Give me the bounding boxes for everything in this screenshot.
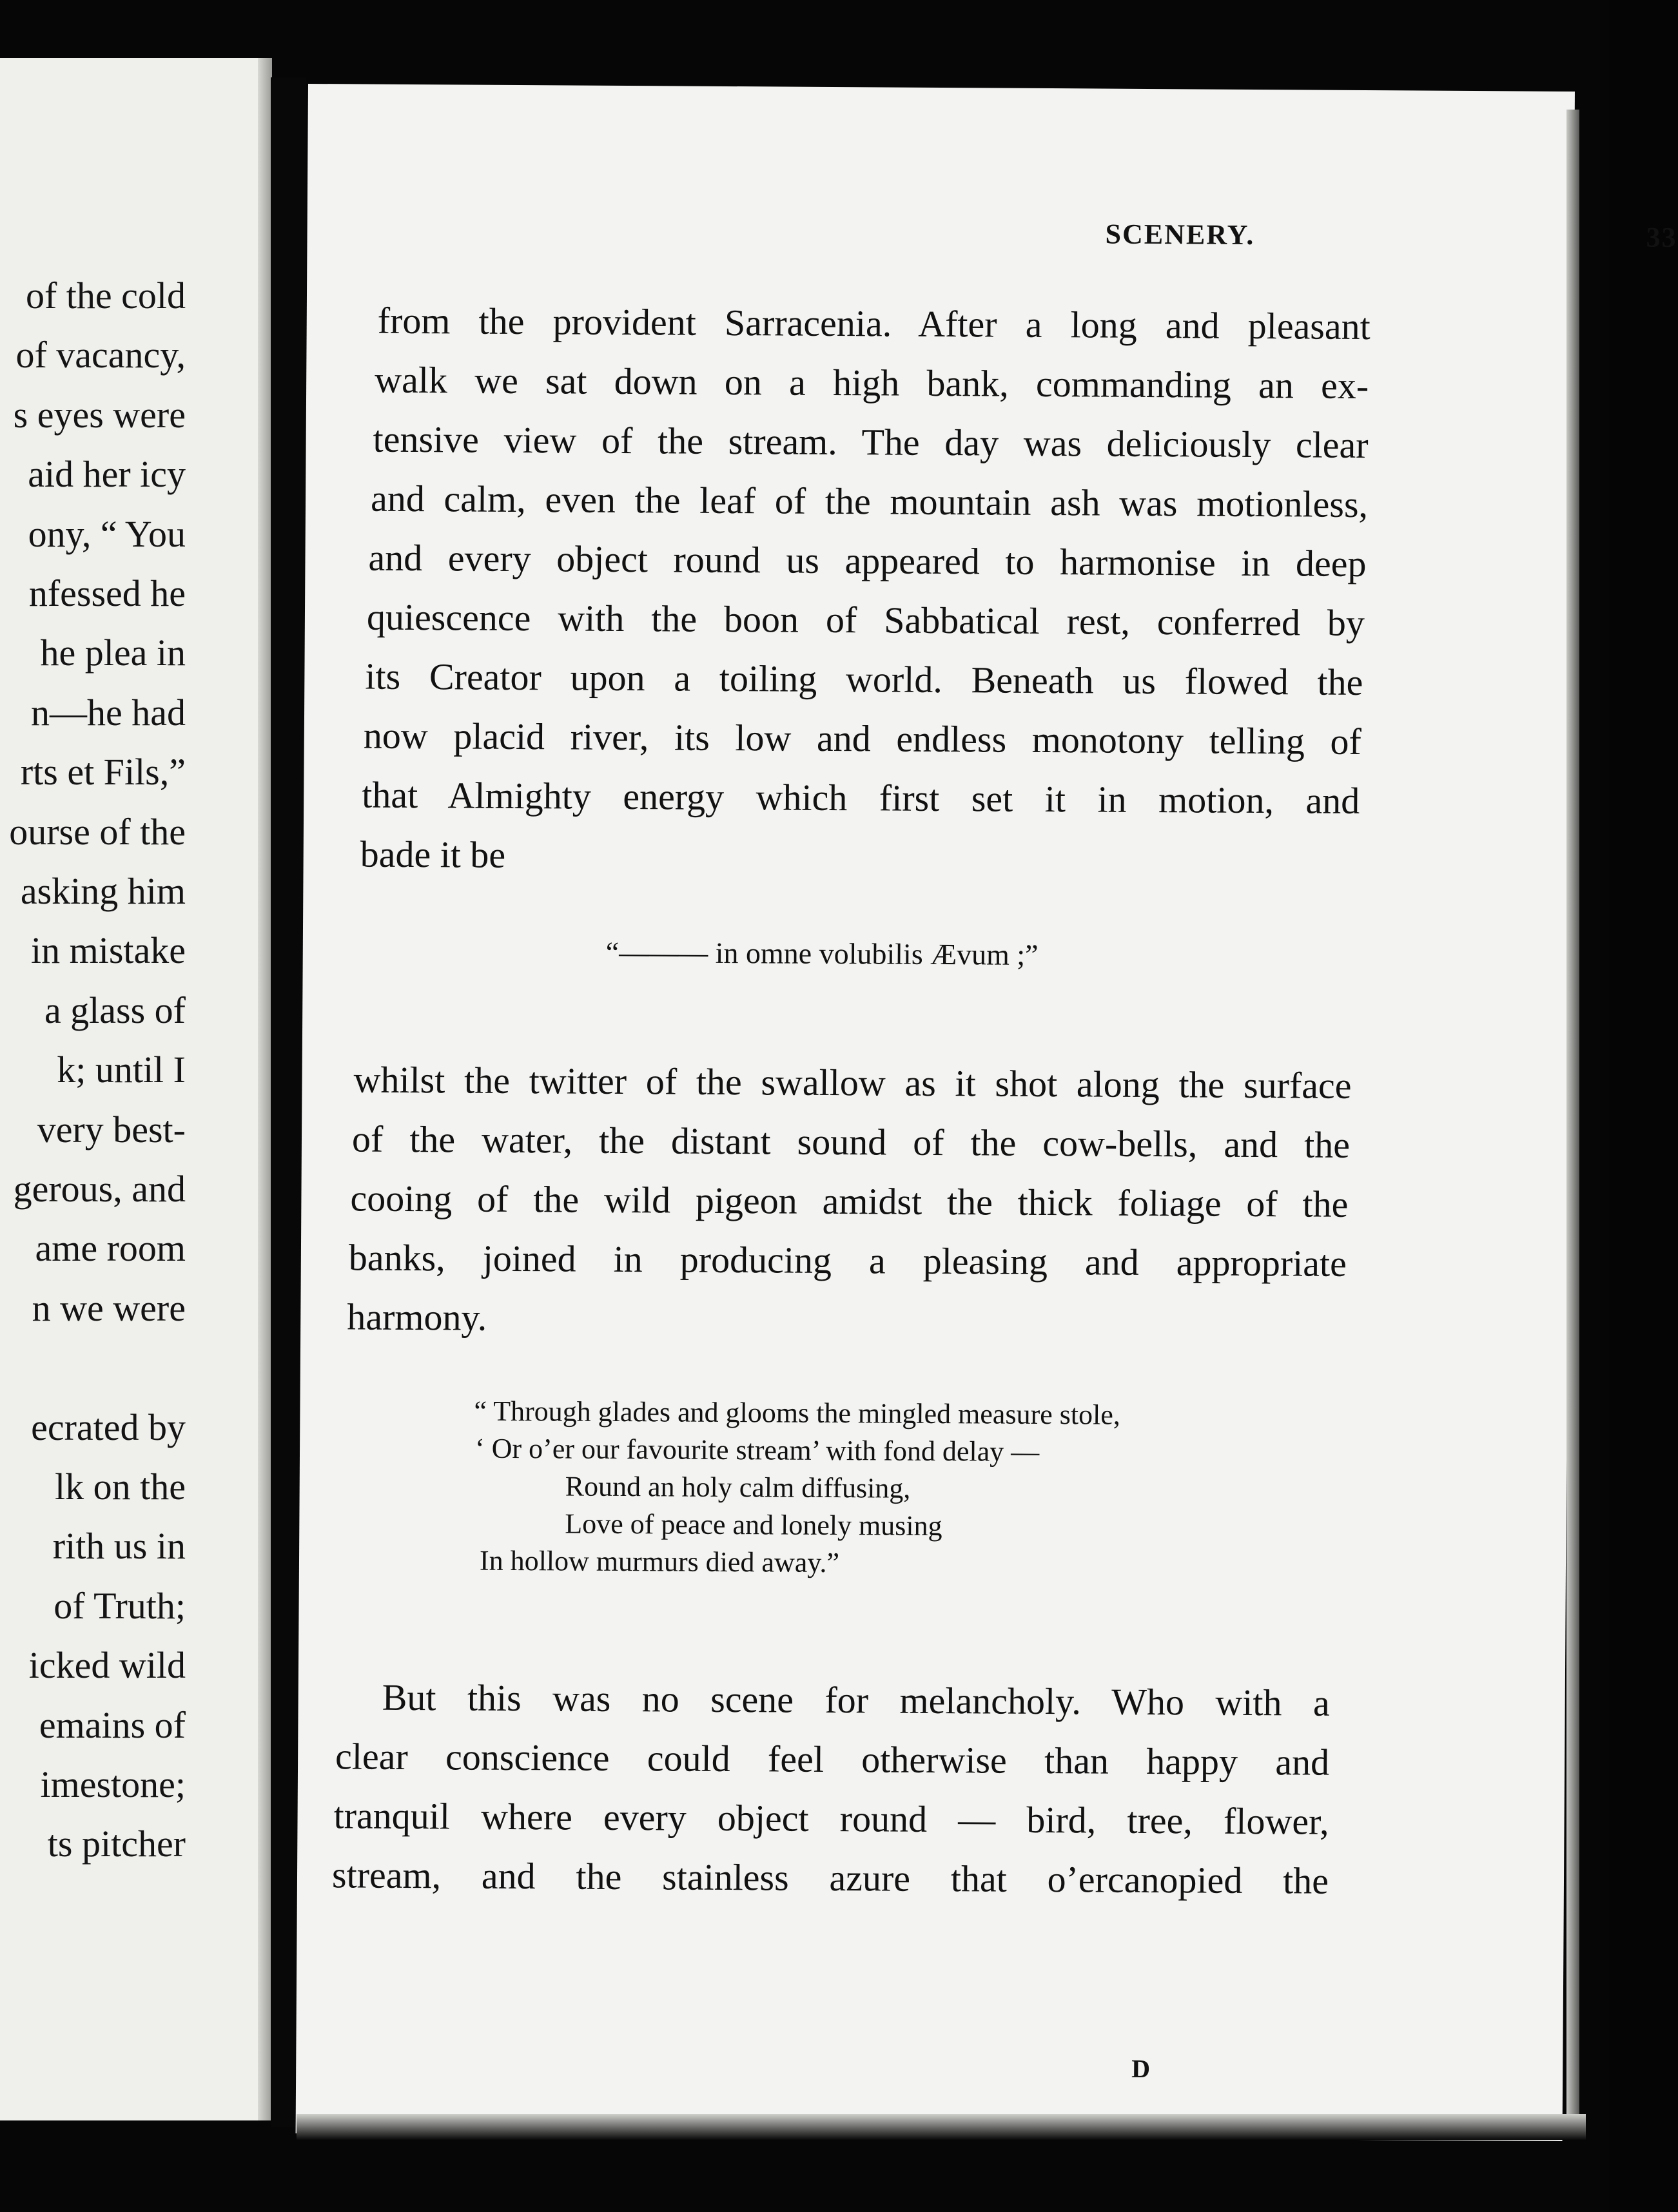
paragraph-line: its Creator upon a toiling world. Beneath us flowed the [365,655,1363,704]
page-edge-shadow [258,58,272,2120]
paragraph-line: cooing of the wild pigeon amidst the thick foliage of the [350,1177,1349,1225]
left-page-line: lk on the [55,1466,186,1508]
paragraph-line: now placid river, its low and endless monotony telling of [363,714,1361,762]
paragraph-line: But this was no scene for melancholy. Who with a [382,1676,1330,1724]
paragraph-line: walk we sat down on a high bank, commanding an ex- [374,358,1369,407]
verse-line: Round an holy calm diffusing, [565,1470,911,1504]
page-edge-shadow [1566,110,1579,2127]
left-page-line: rith us in [52,1525,186,1567]
paragraph-line: whilst the twitter of the swallow as it shot along the surface [353,1058,1352,1107]
paragraph-line: of the water, the distant sound of the cow-bells, and the [351,1118,1351,1166]
paragraph-line: tensive view of the stream. The day was deliciously clear [373,418,1369,467]
paragraph-line: and every object round us appeared to harmonise in deep [368,536,1367,585]
left-page-line: of the cold [25,275,186,316]
left-page-line: ourse of the [9,811,186,853]
left-page-line: gerous, and [13,1168,186,1210]
paragraph-line: that Almighty energy which first set it in motion, and [362,773,1360,822]
left-page-line: he plea in [40,632,186,674]
left-page-line: icked wild [28,1644,186,1686]
latin-quotation: “——— in omne volubilis Ævum ;” [605,935,1039,971]
left-page-line: nfessed he [28,572,186,614]
page-number: 33 [1646,221,1677,253]
left-page-line: ecrated by [31,1406,186,1448]
signature-mark: D [1131,2053,1151,2084]
paragraph-line: and calm, even the leaf of the mountain ash was motionless, [370,477,1369,526]
left-page-line: ony, “ You [28,513,186,555]
left-page-line: of vacancy, [15,334,186,376]
left-page-line: ts pitcher [47,1823,186,1865]
verse-line: In hollow murmurs died away.” [479,1544,840,1579]
paragraph-line: from the provident Sarracenia. After a long and pleasant [377,299,1371,348]
left-page-line: n—he had [31,692,186,733]
verse-line: Love of peace and lonely musing [565,1508,942,1542]
left-page-line: of Truth; [54,1585,186,1627]
verse-line: ‘ Or o’er our favourite stream’ with fond delay — [474,1432,1040,1468]
left-page-line: k; until I [57,1049,186,1091]
left-page-line: rts et Fils,” [20,751,186,793]
paragraph-line: harmony. [347,1295,487,1339]
paragraph-line: tranquil where every object round — bird, tree, flower, [333,1794,1329,1843]
left-page-line: n we were [32,1287,186,1329]
paragraph-line: clear conscience could feel otherwise than happy and [335,1735,1330,1783]
left-page-line: asking him [20,870,186,912]
paragraph-line: banks, joined in producing a pleasing and appropriate [348,1236,1347,1285]
left-page-line: ame room [35,1227,186,1269]
right-book-page [296,84,1677,2141]
paragraph-line: stream, and the stainless azure that o’ercanopied the [331,1854,1329,1902]
left-page-line: aid her icy [28,453,186,495]
page-bottom-edge [297,2114,1586,2140]
paragraph-line: bade it be [360,833,506,876]
left-facing-page [0,58,269,2120]
left-page-line: emains of [39,1704,186,1746]
running-head: SCENERY. [1105,218,1255,251]
verse-line: “ Through glades and glooms the mingled measure stole, [474,1395,1120,1431]
left-page-line: very best- [37,1109,186,1150]
left-page-line: s eyes were [13,394,186,436]
left-page-line: a glass of [44,989,186,1031]
paragraph-line: quiescence with the boon of Sabbatical rest, conferred by [366,596,1365,645]
left-page-line: in mistake [30,929,186,971]
left-page-line: imestone; [40,1763,186,1805]
